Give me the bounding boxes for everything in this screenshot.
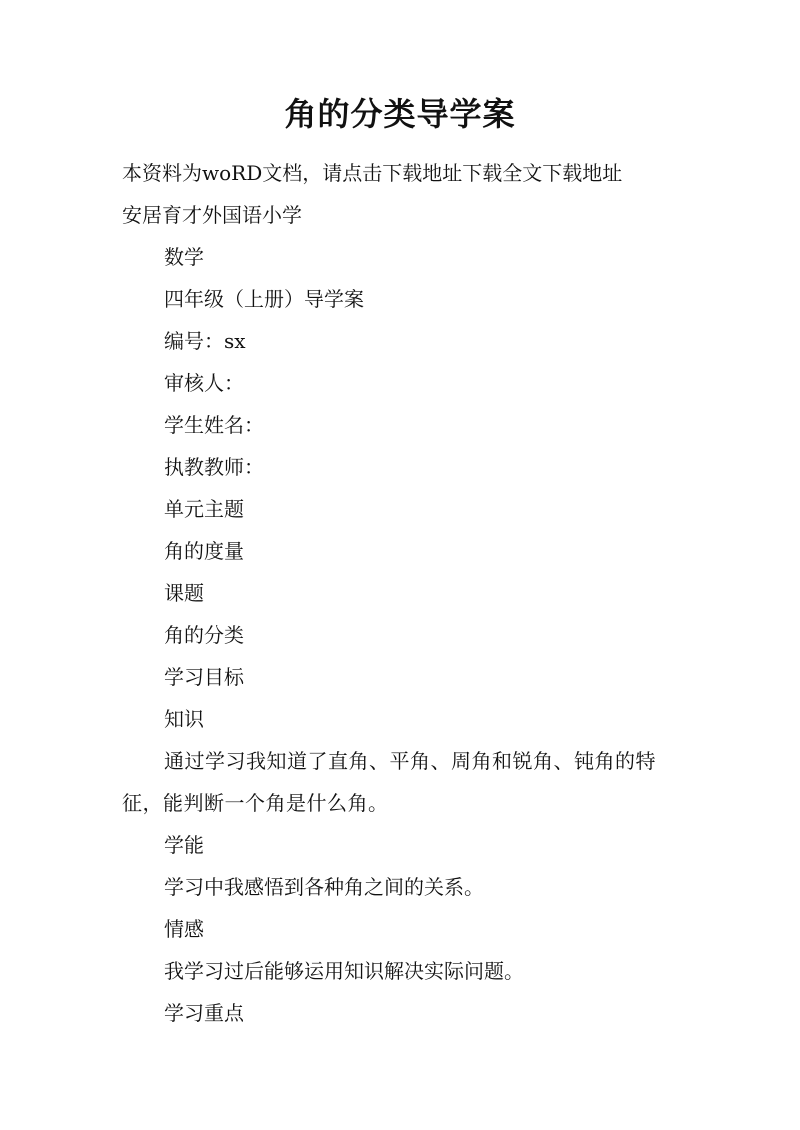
topic-value: 角的分类 — [164, 623, 244, 647]
emotion-text: 我学习过后能够运用知识解决实际问题。 — [164, 959, 524, 983]
document-title: 角的分类导学案 — [284, 95, 516, 133]
unit-theme-heading: 单元主题 — [164, 497, 244, 521]
student-name-line: 学生姓名： — [164, 413, 264, 437]
grade-line: 四年级（上册）导学案 — [164, 287, 364, 311]
school-line: 安居育才外国语小学 — [122, 203, 302, 227]
topic-heading: 课题 — [164, 581, 204, 605]
knowledge-heading: 知识 — [164, 707, 204, 731]
number-line: 编号：sx — [164, 329, 246, 353]
objectives-heading: 学习目标 — [164, 665, 244, 689]
unit-theme-value: 角的度量 — [164, 539, 244, 563]
document-body — [122, 152, 682, 1034]
intro-line: 本资料为woRD文档，请点击下载地址下载全文下载地址 — [122, 161, 623, 185]
ability-text: 学习中我感悟到各种角之间的关系。 — [164, 875, 484, 899]
knowledge-paragraph: 通过学习我知道了直角、平角、周角和锐角、钝角的特征，能判断一个角是什么角。 — [122, 749, 656, 815]
reviewer-line: 审核人： — [164, 371, 244, 395]
teacher-line: 执教教师： — [164, 455, 264, 479]
emotion-heading: 情感 — [164, 917, 204, 941]
ability-heading: 学能 — [164, 833, 204, 857]
key-points-heading: 学习重点 — [164, 1001, 244, 1025]
subject-line: 数学 — [164, 245, 204, 269]
